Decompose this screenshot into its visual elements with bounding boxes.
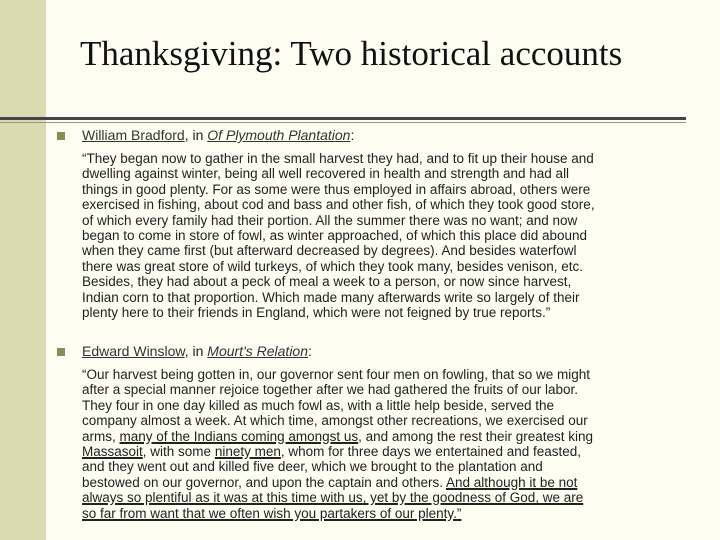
work-link[interactable]: Of Plymouth Plantation <box>207 127 351 143</box>
underlined-line: so far from want that we often wish you partakers of our plenty.” <box>82 505 462 521</box>
slide-title: Thanksgiving: Two historical accounts <box>80 34 623 73</box>
quote-line <box>82 444 692 459</box>
heading-text: , in <box>184 343 208 359</box>
quote-text: arms, <box>82 428 120 444</box>
bullet-2-icon <box>57 348 65 356</box>
heading-colon: : <box>350 127 355 143</box>
title-divider <box>0 117 686 120</box>
heading-colon: : <box>308 343 312 359</box>
quote-line: Indian corn to that proportion. Which made many afterwards write so largely of their <box>82 289 580 305</box>
quote-line: “Our harvest being gotten in, our governor sent four men on fowling, that so we might <box>82 367 591 382</box>
quote-line: They four in one day killed as much fowl as, with a little help beside, served the <box>82 397 554 413</box>
quote-line: things in good plenty. For as some were thus employed in affairs abroad, others were <box>82 181 591 197</box>
title-divider-light <box>0 122 686 123</box>
quote-line: dwelling against winter, being all well recovered in health and strength and had all <box>82 166 570 182</box>
account-2-heading <box>82 343 312 359</box>
underlined-line: always so plentiful as it was at this time with us, yet by the goodness of God, we are <box>82 490 584 506</box>
underlined-phrase: many of the Indians coming amongst us <box>119 428 359 444</box>
quote-text: bestowed on our governor, and upon the captain and others. <box>82 474 447 490</box>
quote-line: “They began now to gather in the small harvest they had, and to fit up their house and <box>82 151 594 166</box>
heading-text: , in <box>184 127 208 143</box>
quote-text: , and among the rest their greatest king <box>358 428 594 444</box>
quote-line: and they went out and killed five deer, which we brought to the plantation and <box>82 459 543 475</box>
bullet-1-icon <box>57 132 65 140</box>
underlined-phrase: Massasoit <box>82 444 143 460</box>
quote-line: of which every family had their portion. All the summer there was no want; and now <box>82 212 578 228</box>
account-1-heading <box>82 127 354 143</box>
author-link[interactable]: Edward Winslow <box>82 343 185 359</box>
left-accent-bar <box>0 0 46 540</box>
account-2-quote <box>82 367 692 521</box>
quote-line: plenty here to their friends in England, which were not feigned by true reports.” <box>82 305 551 321</box>
quote-text: , with some <box>142 444 215 460</box>
quote-line: began to come in store of fowl, as winter approached, of which this place did abound <box>82 228 588 244</box>
quote-line: exercised in fishing, about cod and bass and other fish, of which they took good store, <box>82 197 595 213</box>
quote-line <box>82 429 692 444</box>
quote-line: after a special manner rejoice together after we had gathered the fruits of our labor. <box>82 382 579 398</box>
underlined-phrase: ninety men <box>214 444 281 460</box>
author-link[interactable]: William Bradford <box>82 127 185 143</box>
quote-line <box>82 475 692 490</box>
quote-line: when they came first (but afterward decreased by degrees). And besides waterfowl <box>82 243 577 259</box>
account-1-quote <box>82 151 692 320</box>
quote-line: Besides, they had about a peck of meal a week to a person, or now since harvest, <box>82 274 572 290</box>
underlined-phrase: And although it be not <box>446 474 578 490</box>
quote-line: there was great store of wild turkeys, of which they took many, besides venison, etc. <box>82 258 583 274</box>
work-link[interactable]: Mourt's Relation <box>207 343 308 359</box>
quote-line: company almost a week. At which time, amongst other recreations, we exercised our <box>82 413 588 429</box>
quote-text: , whom for three days we entertained and feasted, <box>280 444 582 460</box>
